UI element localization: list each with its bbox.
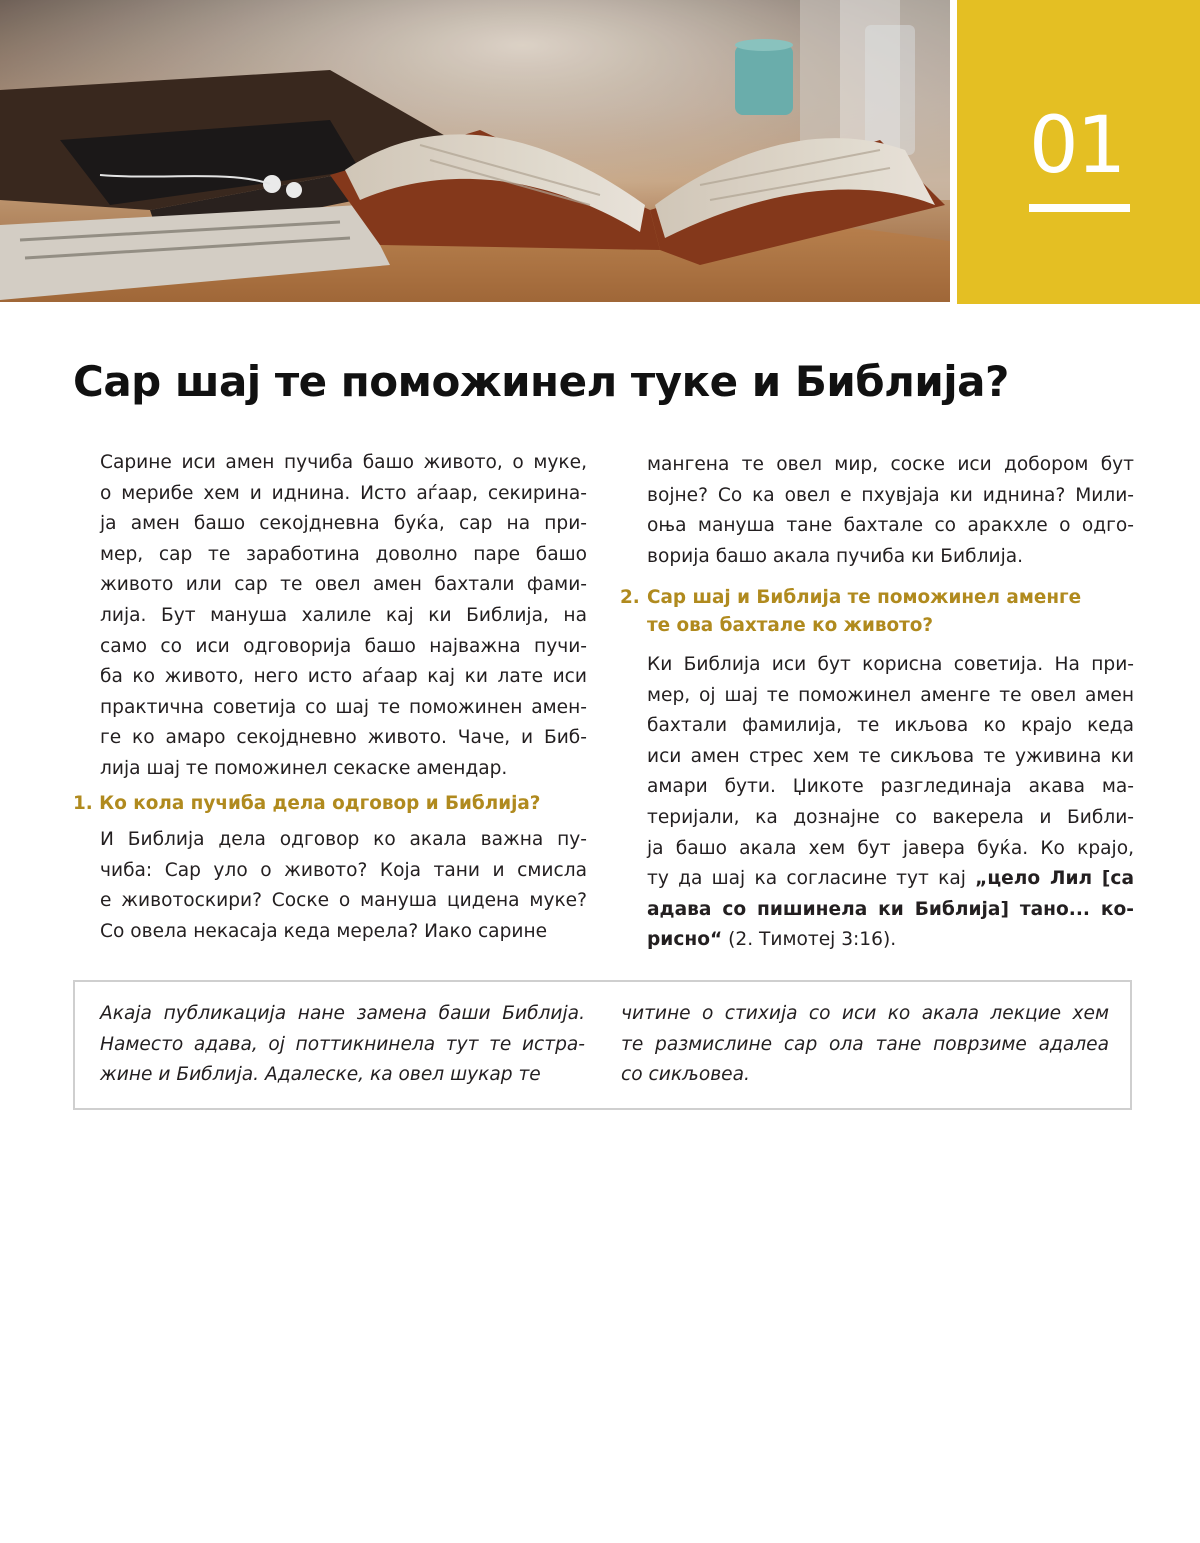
note-right-column bbox=[621, 999, 1109, 1091]
page-title: Сар шај те поможинел туке и Библија? bbox=[73, 357, 1009, 406]
question-2-heading bbox=[620, 584, 1110, 640]
text-line: Наместо адава, ој поттикнинела тут те истра- bbox=[100, 1033, 585, 1055]
intro-paragraph bbox=[100, 448, 587, 785]
answer-1-continuation bbox=[647, 450, 1134, 572]
text-line: Акаја публикација нане замена баши Библија. bbox=[100, 1003, 585, 1024]
question-2-line-2: те ова бахтале ко живото? bbox=[647, 615, 934, 636]
text-line: Ки Библија иси бут корисна советија. На при- bbox=[647, 654, 1134, 675]
text-line: о мерибе хем и иднина. Исто аѓаар, секирина- bbox=[100, 482, 587, 504]
text-line: мер, ој шај те поможинел аменге те овел амен bbox=[647, 684, 1134, 706]
answer-2-paragraph bbox=[647, 650, 1134, 956]
answer-1-paragraph bbox=[100, 825, 587, 947]
text-line: теријали, ка дознајне со вакерела и Библи- bbox=[647, 806, 1134, 828]
scripture-quote-part-2: адава со пишинела ки Библија] тано... ко- bbox=[647, 898, 1134, 920]
text-line: лија шај те поможинел секаске амендар. bbox=[100, 757, 508, 779]
scripture-quote-part-1: „цело Лил [са bbox=[975, 868, 1134, 890]
scripture-reference: (2. Тимотеј 3:16). bbox=[722, 929, 897, 951]
text-line: практична советија со шај те поможинен амен- bbox=[100, 696, 587, 718]
text-line: ге ко амаро секојдневно живото. Чаче, и Биб- bbox=[100, 727, 587, 749]
text-line: со сикљовеа. bbox=[621, 1064, 750, 1086]
open-book-photo-illustration bbox=[0, 0, 950, 302]
text-line: лија. Бут мануша халиле кај ки Библија, на bbox=[100, 604, 587, 626]
question-1-heading: 1. Ко кола пучиба дела одговор и Библија? bbox=[73, 793, 541, 814]
text-line: оња мануша тане бахтале со аракхле о одго- bbox=[647, 515, 1134, 537]
text-line: жине и Библија. Адалеске, ка овел шукар те bbox=[100, 1064, 541, 1086]
text-line: ворија башо акала пучиба ки Библија. bbox=[647, 545, 1024, 567]
text-line: чиба: Сар уло о живото? Која тани и смисла bbox=[100, 859, 587, 881]
section-number-underline bbox=[1029, 204, 1130, 212]
text-line: ба ко живото, него исто аѓаар кај ки лате иси bbox=[100, 666, 587, 688]
section-badge bbox=[957, 0, 1200, 304]
text-line bbox=[647, 895, 1134, 926]
text-line bbox=[647, 925, 1134, 956]
text-line: е животоскири? Соске о мануша цидена муке? bbox=[100, 890, 587, 912]
answer-2-lead: ту да шај ка согласине тут кај bbox=[647, 868, 976, 890]
note-left-column bbox=[100, 999, 585, 1091]
text-line bbox=[647, 864, 1134, 895]
text-line: бахтали фамилија, те икљова ко крајо кеда bbox=[647, 715, 1134, 737]
text-line: мангена те овел мир, соске иси добором бут bbox=[647, 454, 1134, 475]
text-line: ја башо акала хем бут јавера буќа. Ко крајо, bbox=[647, 837, 1134, 859]
question-2-number: 2. bbox=[620, 587, 640, 608]
text-line: ја амен башо секојдневна буќа, сар на при- bbox=[100, 513, 587, 535]
scripture-quote-part-3: рисно“ bbox=[647, 929, 723, 951]
text-line: амари бути. Џикоте разглединаја акава ма- bbox=[647, 776, 1134, 798]
publication-note-box bbox=[73, 980, 1132, 1110]
text-line: читине о стихија со иси ко акала лекцие хем bbox=[621, 1003, 1109, 1024]
header-photo bbox=[0, 0, 950, 302]
text-line: Со овела некасаја кеда мерела? Иако сарине bbox=[100, 920, 548, 942]
text-line: И Библија дела одговор ко акала важна пу- bbox=[100, 829, 587, 850]
text-line: војне? Со ка овел е пхувјаја ки иднина? Мили- bbox=[647, 484, 1134, 506]
section-number: 01 bbox=[1029, 101, 1125, 191]
text-line: мер, сар те заработина доволно паре башо bbox=[100, 543, 587, 565]
text-line: Сарине иси амен пучиба башо живото, о муке, bbox=[100, 452, 587, 473]
text-line: те размислине сар ола тане поврзиме адалеа bbox=[621, 1033, 1109, 1055]
text-line: иси амен стрес хем те сикљова те уживина ки bbox=[647, 745, 1134, 767]
question-2-line-1: Сар шај и Библија те поможинел аменге bbox=[647, 587, 1082, 608]
text-line: живото или сар те овел амен бахтали фами- bbox=[100, 574, 587, 596]
text-line: само со иси одговорија башо најважна пучи- bbox=[100, 635, 587, 657]
